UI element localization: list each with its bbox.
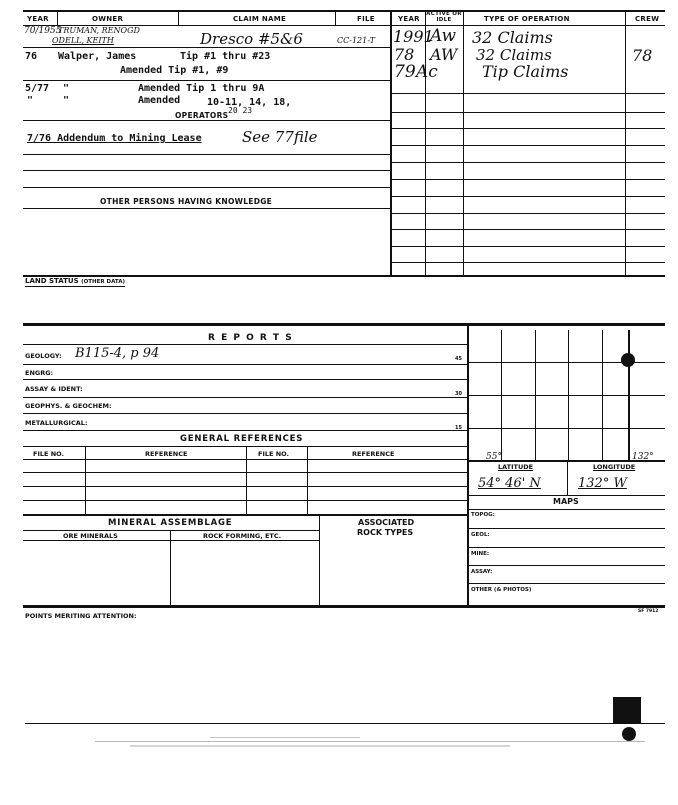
row-rule [23,397,467,398]
row5-small: 20 23 [228,106,253,115]
row1-owner-line1: TRUMAN, RENOGD [58,26,140,35]
row2-year: 76 [25,51,38,62]
row3-op-year: 79 [394,62,416,82]
row-rule [390,246,665,247]
operators-label: OPERATORS [175,111,229,120]
map-row-topog: TOPOG: [471,512,495,518]
geology-label: GEOLOGY: [25,352,62,360]
row5-claim: Amended [138,95,181,106]
center-divider [390,10,392,275]
row1-active: Aw [430,26,457,46]
map-row-other: OTHER (& PHOTOS) [471,587,532,593]
divider [463,10,464,275]
divider [307,446,308,514]
col-owner-header: OWNER [92,15,124,23]
divider [567,460,568,495]
row4-claim: Amended Tip 1 thru 9A [138,83,265,94]
row-rule [23,540,319,541]
row3-claim: Amended Tip #1, #9 [120,65,229,76]
row-rule [390,262,665,263]
row-rule [23,364,467,365]
assay-label: ASSAY & IDENT: [25,385,83,393]
row-rule [23,208,390,209]
mineral-assemblage-title: MINERAL ASSEMBLAGE [108,518,233,528]
geology-num: 45 [455,356,462,362]
row1-file: CC-121-T [337,36,375,45]
reports-title: R E P O R T S [208,333,294,343]
row2-active: AW [430,45,458,64]
row-rule [23,459,467,460]
metallurgical-num: 15 [455,425,462,431]
row-rule [467,495,665,496]
row-rule [23,430,467,431]
ref-header-ref1: REFERENCE [145,450,188,458]
row-rule [467,528,665,529]
divider [335,10,336,25]
land-status-label [25,277,125,287]
addendum-text: 7/76 Addendum to Mining Lease [27,133,202,144]
engrg-label: ENGRG: [25,369,54,377]
map-row-assay: ASSAY: [471,569,493,575]
row-rule [390,179,665,180]
row-rule [390,196,665,197]
col-file-header: FILE [357,15,375,23]
row-rule [390,93,665,94]
rock-types-label: ROCK TYPES [357,528,414,537]
scan-artifact-block [613,697,641,723]
row-rule [390,229,665,230]
ref-header-ref2: REFERENCE [352,450,395,458]
row-rule [390,112,665,113]
row-rule [23,120,390,121]
map-row-geol: GEOL: [471,532,490,538]
row-rule [390,128,665,129]
row-rule [23,154,390,155]
row5-ditto2: " [63,95,70,106]
location-marker-icon [621,353,635,367]
row4-ditto: " [63,83,70,94]
assay-num: 30 [455,391,462,397]
maps-label: MAPS [553,497,579,506]
row-rule [23,446,467,447]
row-rule [23,500,467,501]
row-rule [23,514,467,516]
map-row-mine: MINE: [471,551,490,557]
longitude-label: LONGITUDE [593,463,636,471]
row2-crew: 78 [632,46,653,65]
row-rule [23,187,390,188]
row-rule [467,547,665,548]
row-rule [23,486,467,487]
row4-year: 5/77 [25,83,50,94]
map-grid-line [467,395,665,396]
top-border [23,10,665,12]
form-number: SF 7912 [638,609,659,614]
row-rule [23,344,467,345]
scan-noise [210,737,360,738]
row-rule [390,145,665,146]
other-persons-label: OTHER PERSONS HAVING KNOWLEDGE [100,197,273,206]
row1-claim-name: Dresco #5&6 [200,30,303,48]
divider [625,10,626,275]
latitude-label: LATITUDE [498,463,534,471]
row-rule [390,213,665,214]
divider [85,446,86,514]
row-rule [390,162,665,163]
ref-header-file2: FILE NO. [258,450,289,458]
long-tick: 132° [632,452,654,462]
reports-top-border [23,323,665,326]
row2-op-year: 78 [394,45,415,64]
divider [57,10,58,25]
general-references-title: GENERAL REFERENCES [180,434,304,444]
row-rule [467,583,665,584]
geology-value: B115-4, p 94 [75,346,160,361]
col-active-header: ACTIVE OR IDLE [426,11,462,23]
row-rule [23,472,467,473]
row-rule [23,413,467,414]
row-rule [23,80,390,81]
ref-header-file1: FILE NO. [33,450,64,458]
row2-claim: Tip #1 thru #23 [180,51,271,62]
row-rule [23,379,467,380]
divider [319,514,320,605]
reports-bottom-border [23,605,665,608]
row1-owner-line2: ODELL, KEITH [52,36,114,45]
addendum-handwritten: See 77file [242,128,318,146]
points-meriting-attention: POINTS MERITING ATTENTION: [25,612,137,620]
metallurgical-label: METALLURGICAL: [25,419,88,427]
scan-noise [95,741,645,742]
col-crew-header: CREW [635,15,660,23]
reports-right-divider [467,323,469,605]
col-claim-name-header: CLAIM NAME [233,15,287,23]
col-year2-header: YEAR [398,15,420,23]
associated-label: ASSOCIATED [358,518,415,527]
row-rule [467,565,665,566]
row5-ditto1: " [27,95,34,106]
row-rule [467,509,665,510]
land-status-title: LAND STATUS [25,277,79,285]
divider [246,446,247,514]
row-rule [23,170,390,171]
longitude-value: 132° W [578,476,627,491]
divider [170,530,171,605]
map-grid-line [467,428,665,429]
row3-active: Ac [416,62,438,82]
latitude-value: 54° 46' N [478,476,541,491]
row2-type: 32 Claims [476,46,552,64]
row1-year: 70/1955 [24,26,62,36]
rock-forming-label: ROCK FORMING, ETC. [203,532,282,540]
row-rule [23,530,319,531]
divider [425,10,426,275]
scan-artifact-dot [622,727,636,741]
land-status-sub: (OTHER DATA) [81,279,126,285]
col-type-header: TYPE OF OPERATION [484,15,570,23]
row2-owner: Walper, James [58,51,137,62]
row5-claim-values: 10-11, 14, 18, [207,97,292,108]
ore-minerals-label: ORE MINERALS [63,532,118,540]
row1-op-year: 1991 [393,27,434,46]
geophys-label: GEOPHYS. & GEOCHEM: [25,402,112,410]
divider [178,10,179,25]
scan-edge-line [25,723,665,724]
col-year-header: YEAR [27,15,49,23]
scan-noise [130,745,510,747]
row3-type: Tip Claims [482,62,569,81]
row1-type: 32 Claims [472,28,553,47]
map-grid-line [467,362,665,363]
lat-tick: 55° [486,452,502,462]
